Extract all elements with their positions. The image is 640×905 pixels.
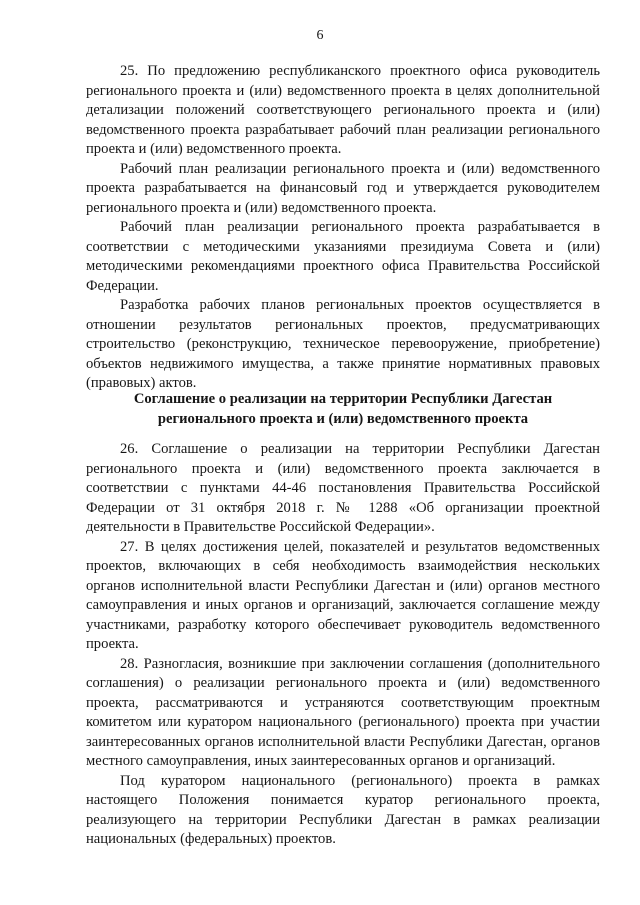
section-work-plan bbox=[86, 62, 600, 394]
paragraph-26: 26. Соглашение о реализации на территории Республики Дагестан регионального проекта и (или) ведомственного проекта заключается в соответствии с пунктами 44-46 постановления Правительства Российской Федерации от 31 октября 2018 г. № 1288 «Об организации проектной деятельности в Правительстве Российской Федерации». bbox=[86, 441, 600, 535]
heading-line-1: Соглашение о реализации на территории Республики Дагестан bbox=[133, 391, 553, 407]
paragraph-work-plan-scope: Разработка рабочих планов региональных проектов осуществляется в отношении результатов региональных проектов, предусматривающих строительство (реконструкцию, техническое перевооружение, приобретение) объектов недвижимого имущества, а также принятие нормативных правовых (правовых) актов. bbox=[86, 297, 600, 391]
section-agreement bbox=[86, 440, 600, 850]
paragraph-27: 27. В целях достижения целей, показателей и результатов ведомственных проектов, включающих в себя необходимость взаимодействия нескольких органов исполнительной власти Республики Дагестан и (или) органов местного самоуправления и иных органов и организаций, заключается соглашение между участниками, разработку которого обеспечивает руководитель ведомственного проекта. bbox=[86, 538, 600, 652]
heading-line-2: регионального проекта и (или) ведомственного проекта bbox=[157, 411, 529, 427]
paragraph-28: 28. Разногласия, возникшие при заключении соглашения (дополнительного соглашения) о реализации регионального проекта и (или) ведомственного проекта, рассматриваются и устраняются соответствующим проектным комитетом или куратором национального (регионального) проекта при участии заинтересованных органов исполнительной власти Республики Дагестан, органов местного самоуправления, иных заинтересованных органов и организаций. bbox=[86, 655, 600, 769]
paragraph-25: 25. По предложению республиканского проектного офиса руководитель регионального проекта и (или) ведомственного проекта в целях дополнительной детализации положений соответствующего регионального проекта и (или) ведомственного проекта разрабатывает рабочий план реализации регионального проекта и (или) ведомственного проекта. bbox=[86, 63, 600, 157]
page-number: 6 bbox=[316, 28, 324, 43]
paragraph-curator-definition: Под куратором национального (регионального) проекта в рамках настоящего Положения понимается куратор регионального проекта, реализующего на территории Республики Дагестан в рамках реализации национальных (федеральных) проектов. bbox=[86, 772, 600, 847]
section-heading bbox=[86, 389, 600, 429]
paragraph-work-plan-approval: Рабочий план реализации регионального проекта и (или) ведомственного проекта разрабатывается на финансовый год и утверждается руководителем регионального проекта и (или) ведомственного проекта. bbox=[86, 160, 600, 216]
paragraph-work-plan-guidelines: Рабочий план реализации регионального проекта разрабатывается в соответствии с методическими указаниями президиума Совета и (или) методическими рекомендациями проектного офиса Правительства Российской Федерации. bbox=[86, 219, 600, 294]
